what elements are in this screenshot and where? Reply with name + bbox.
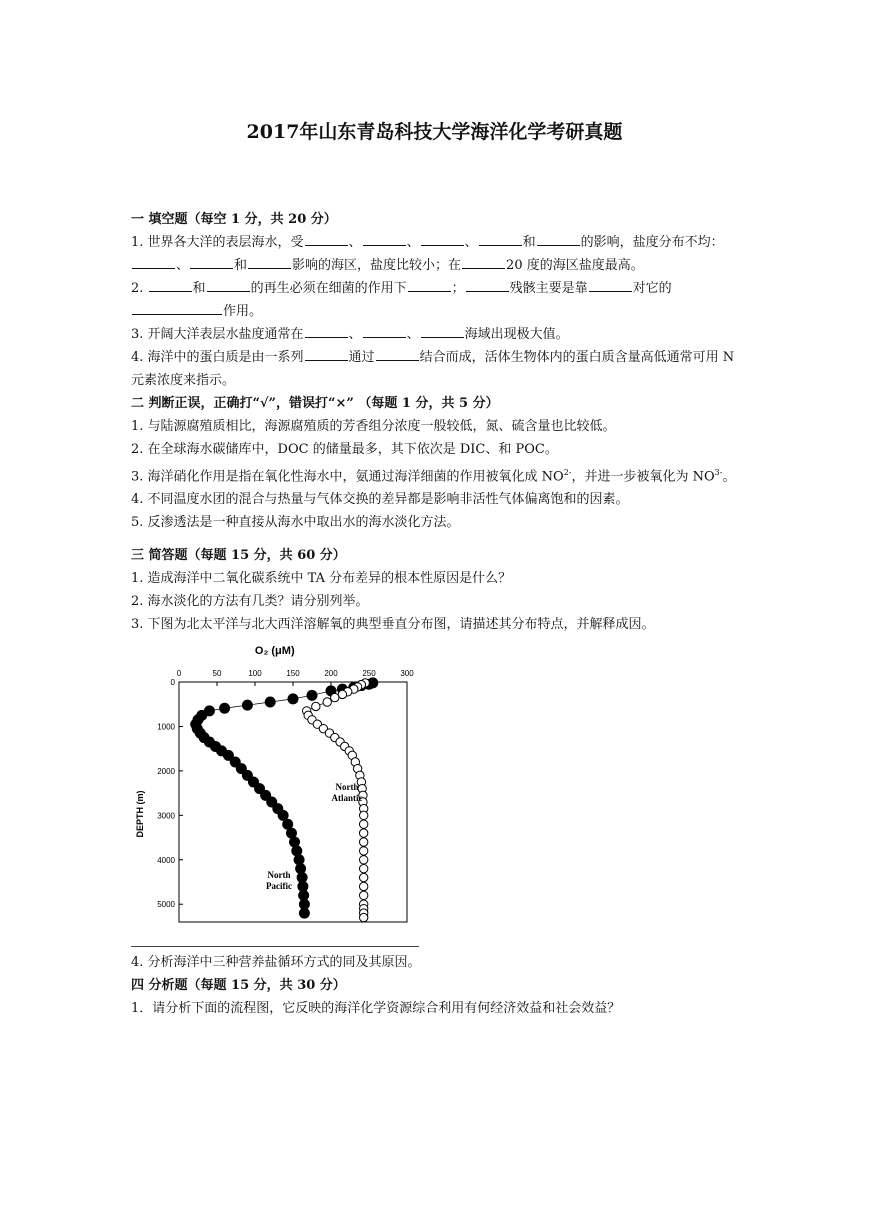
answer-blank[interactable] bbox=[248, 254, 291, 269]
atlantic-point bbox=[359, 820, 367, 828]
pacific-point bbox=[242, 700, 252, 710]
s2-item-1: 1. 与陆源腐殖质相比，海源腐殖质的芳香组分浓度一般较低，氮、硫含量也比较低。 bbox=[131, 419, 616, 434]
pacific-point bbox=[288, 694, 298, 704]
answer-blank[interactable] bbox=[408, 277, 451, 292]
exam-body bbox=[131, 208, 741, 1020]
atlantic-point bbox=[323, 698, 331, 706]
answer-blank[interactable] bbox=[132, 254, 175, 269]
y-tick-label: 3000 bbox=[157, 811, 175, 821]
answer-blank[interactable] bbox=[376, 346, 419, 361]
x-tick-label: 300 bbox=[400, 669, 414, 679]
section-1-heading: 一 填空题（每空 1 分，共 20 分） bbox=[131, 212, 337, 227]
pacific-point bbox=[299, 908, 309, 918]
pacific-point bbox=[296, 864, 306, 874]
atlantic-point bbox=[331, 694, 339, 702]
x-tick-label: 200 bbox=[324, 669, 338, 679]
x-tick-label: 150 bbox=[286, 669, 300, 679]
chart-title: O₂ (μM) bbox=[254, 645, 295, 658]
atlantic-point bbox=[359, 865, 367, 873]
x-tick-label: 50 bbox=[212, 669, 222, 679]
atlantic-point bbox=[359, 891, 367, 899]
atlantic-point bbox=[359, 883, 367, 891]
answer-blank[interactable] bbox=[466, 277, 509, 292]
pacific-point bbox=[294, 855, 304, 865]
y-tick-label: 4000 bbox=[157, 856, 175, 866]
atlantic-point bbox=[312, 703, 320, 711]
s3-item-1: 1. 造成海洋中二氧化碳系统中 TA 分布差异的根本性原因是什么？ bbox=[131, 571, 512, 587]
oxygen-profile-chart bbox=[131, 640, 431, 940]
answer-blank[interactable] bbox=[421, 323, 464, 338]
s4-item-1: 1．请分析下面的流程图，它反映的海洋化学资源综合利用有何经济效益和社会效益？ bbox=[131, 1001, 621, 1017]
oxygen-profile-svg bbox=[131, 640, 431, 940]
pacific-point bbox=[292, 846, 302, 856]
y-tick-label: 2000 bbox=[157, 767, 175, 777]
atlantic-point bbox=[359, 847, 367, 855]
atlantic-point bbox=[359, 811, 367, 819]
answer-blank[interactable] bbox=[207, 277, 250, 292]
section-4-heading: 四 分析题（每题 15 分，共 30 分） bbox=[131, 978, 346, 994]
page-title: 2017年山东青岛科技大学海洋化学考研真题 bbox=[246, 121, 623, 143]
pacific-point bbox=[265, 697, 275, 707]
x-tick-label: 100 bbox=[248, 669, 262, 679]
pacific-point bbox=[290, 837, 300, 847]
atlantic-point bbox=[359, 914, 367, 922]
atlantic-point bbox=[359, 838, 367, 846]
divider bbox=[131, 946, 419, 947]
plot-frame bbox=[179, 682, 407, 922]
s1-question-4: 4. 海洋中的蛋白质是由一系列 通过 结合而成，活体生物体内的蛋白质含量高低通常可用 N 元素浓度来指示。 bbox=[131, 346, 741, 392]
s2-item-2: 2. 在全球海水碳储库中，DOC 的储量最多，其下依次是 DIC、和 POC。 bbox=[131, 442, 558, 457]
section-2-heading: 二 判断正误，正确打“√”，错误打“×” （每题 1 分，共 5 分） bbox=[131, 396, 499, 411]
answer-blank[interactable] bbox=[363, 231, 406, 246]
x-tick-label: 250 bbox=[362, 669, 376, 679]
answer-blank[interactable] bbox=[479, 231, 522, 246]
y-tick-label: 0 bbox=[170, 678, 175, 688]
label-north-pacific-2: Pacific bbox=[266, 881, 292, 892]
s2-item-5: 5. 反渗透法是一种直接从海水中取出水的海水淡化方法。 bbox=[131, 515, 460, 531]
answer-blank[interactable] bbox=[149, 277, 192, 292]
x-tick-label: 0 bbox=[176, 669, 182, 679]
atlantic-point bbox=[359, 856, 367, 864]
s3-item-2: 2. 海水淡化的方法有几类？请分别列举。 bbox=[131, 594, 369, 610]
label-north-pacific-1: North bbox=[267, 870, 291, 881]
answer-blank[interactable] bbox=[305, 231, 348, 246]
section-3-heading: 三 简答题（每题 15 分，共 60 分） bbox=[131, 548, 346, 564]
answer-blank[interactable] bbox=[132, 300, 222, 315]
pacific-point bbox=[307, 691, 317, 701]
atlantic-point bbox=[359, 874, 367, 882]
y-tick-label: 5000 bbox=[157, 900, 175, 910]
atlantic-point bbox=[359, 829, 367, 837]
answer-blank[interactable] bbox=[537, 231, 580, 246]
s1-question-1: 1. 世界各大洋的表层海水，受 、 、 、 和 的影响，盐度分布不均：、 和 影响的海区，盐度比较小；在 20 度的海区盐度最高。 bbox=[131, 231, 741, 277]
s1-question-2: 2. 和 的再生必须在细菌的作用下 ； 残骸主要是靠 对它的 作用。 bbox=[131, 277, 741, 323]
answer-blank[interactable] bbox=[589, 277, 632, 292]
y-axis-label: DEPTH (m) bbox=[135, 790, 145, 838]
y-tick-label: 1000 bbox=[157, 722, 175, 732]
s3-item-4: 4. 分析海洋中三种营养盐循环方式的同及其原因。 bbox=[131, 955, 421, 971]
answer-blank[interactable] bbox=[305, 323, 348, 338]
pacific-point bbox=[220, 704, 230, 714]
answer-blank[interactable] bbox=[363, 323, 406, 338]
s1-question-3: 3. 开阔大洋表层水盐度通常在 、 、 海域出现极大值。 bbox=[131, 323, 741, 346]
answer-blank[interactable] bbox=[462, 254, 505, 269]
answer-blank[interactable] bbox=[305, 346, 348, 361]
answer-blank[interactable] bbox=[190, 254, 233, 269]
label-north-atlantic-1: North bbox=[335, 782, 359, 793]
answer-blank[interactable] bbox=[421, 231, 464, 246]
label-north-atlantic-2: Atlantic bbox=[331, 793, 363, 804]
s3-item-3: 3. 下图为北太平洋与北大西洋溶解氧的典型垂直分布图，请描述其分布特点，并解释成因。 bbox=[131, 617, 655, 633]
s2-item-3: 3. 海洋硝化作用是指在氧化性海水中，氨通过海洋细菌的作用被氧化成 $NO^{2-}$，并进一步被氧化为 $NO^{3-}$。 bbox=[131, 468, 736, 485]
s2-item-4: 4. 不同温度水团的混合与热量与气体交换的差异都是影响非活性气体偏离饱和的因素。 bbox=[131, 492, 629, 508]
